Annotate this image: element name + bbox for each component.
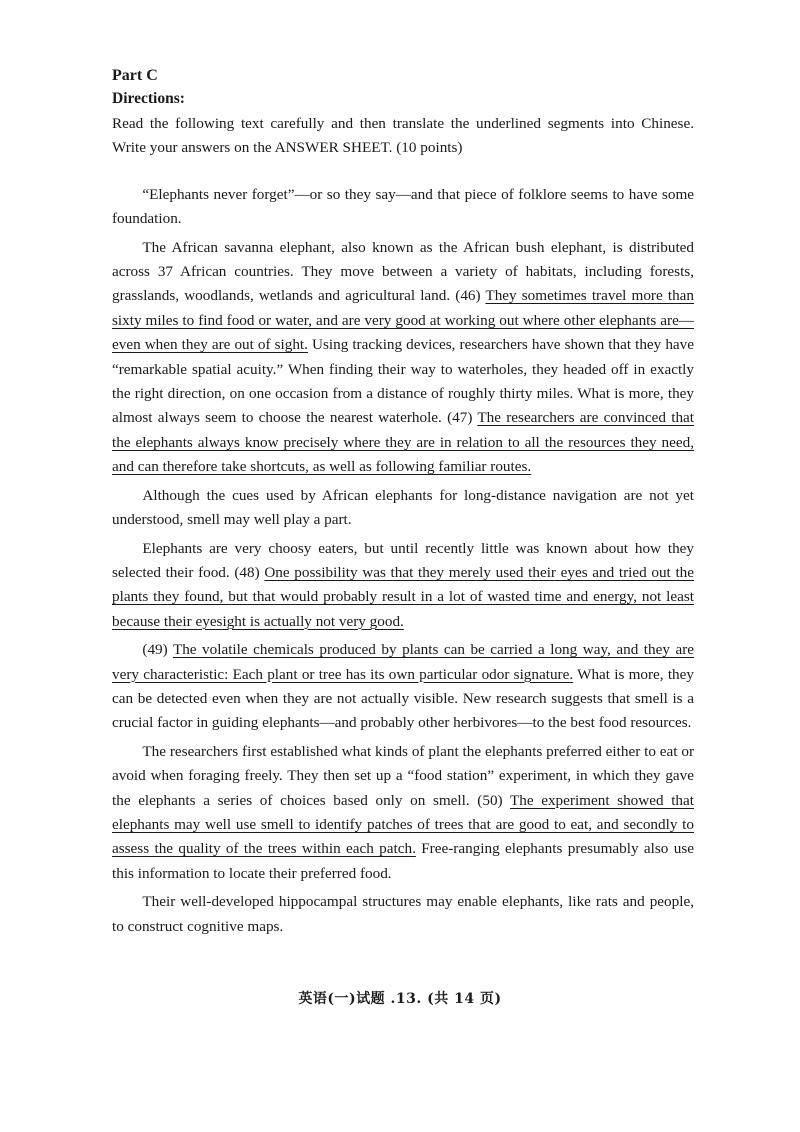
exam-page xyxy=(112,64,694,943)
text-segment: The African savanna elephant, also known as the African bush elephant, is distributed across 37 African countries. They move between a variety of habitats, including forests, grasslands, woodlands, wetlands and agricultural land. (46) xyxy=(112,238,694,305)
directions-title: Directions: xyxy=(112,90,185,107)
passage-paragraph xyxy=(112,638,694,736)
text-segment: Using tracking devices, researchers have shown that they have “remarkable spatial acuity.” When finding their way to waterholes, they headed off in exactly the right direction, on one occasion from a distance of roughly thirty miles. What is more, they almost always seem to choose the nearest waterhole. (47) xyxy=(112,336,694,427)
text-segment: Free-ranging elephants presumably also use this information to locate their preferred food. xyxy=(112,840,694,882)
text-segment: Their well-developed hippocampal structures may enable elephants, like rats and people, to construct cognitive maps. xyxy=(112,893,694,935)
passage-paragraph xyxy=(112,740,694,886)
text-segment: Although the cues used by African elephants for long-distance navigation are not yet understood, smell may well play a part. xyxy=(112,486,694,529)
passage-paragraph xyxy=(112,236,694,480)
passage-paragraph xyxy=(112,183,694,232)
passage xyxy=(112,183,694,939)
underlined-segment: They sometimes travel more than sixty miles to find food or water, and are very good at working out where other elephants are—even when they are out of sight. xyxy=(112,287,695,354)
part-title: Part C xyxy=(112,67,158,84)
underlined-segment: One possibility was that they merely used their eyes and tried out the plants they found, but that would probably result in a lot of wasted time and energy, not least because their eyesight is actually not very good. xyxy=(112,563,694,630)
page-footer: 英语(一)试题 .13. (共 14 页) xyxy=(298,991,502,1007)
text-segment: The researchers first established what kinds of plant the elephants preferred either to eat or avoid when foraging freely. They then set up a “food station” experiment, in which they gave the elephants a series of choices based only on smell. (50) xyxy=(112,742,694,809)
underlined-segment: The experiment showed that elephants may well use smell to identify patches of trees that are good to eat, and secondly to assess the quality of the trees within each patch. xyxy=(112,791,694,858)
text-segment: (49) xyxy=(142,641,173,659)
passage-paragraph xyxy=(112,484,694,533)
text-segment: Elephants are very choosy eaters, but until recently little was known about how they selected their food. (48) xyxy=(112,539,694,581)
text-segment: What is more, they can be detected even when they are not actually visible. New research suggests that smell is a crucial factor in guiding elephants—and probably other herbivores—to the best food resources. xyxy=(112,665,694,732)
text-segment: “Elephants never forget”—or so they say—and that piece of folklore seems to have some foundation. xyxy=(112,185,694,228)
directions-text: Read the following text carefully and then translate the underlined segments into Chinese. Write your answers on the ANSWER SHEET. (10 points) xyxy=(112,115,694,157)
passage-paragraph xyxy=(112,537,694,635)
underlined-segment: The volatile chemicals produced by plants can be carried a long way, and they are very characteristic: Each plant or tree has its own particular odor signature. xyxy=(112,641,694,683)
passage-paragraph xyxy=(112,890,694,939)
underlined-segment: The researchers are convinced that the elephants always know precisely where they are in relation to all the resources they need, and can therefore take shortcuts, as well as following familiar routes. xyxy=(112,409,694,476)
